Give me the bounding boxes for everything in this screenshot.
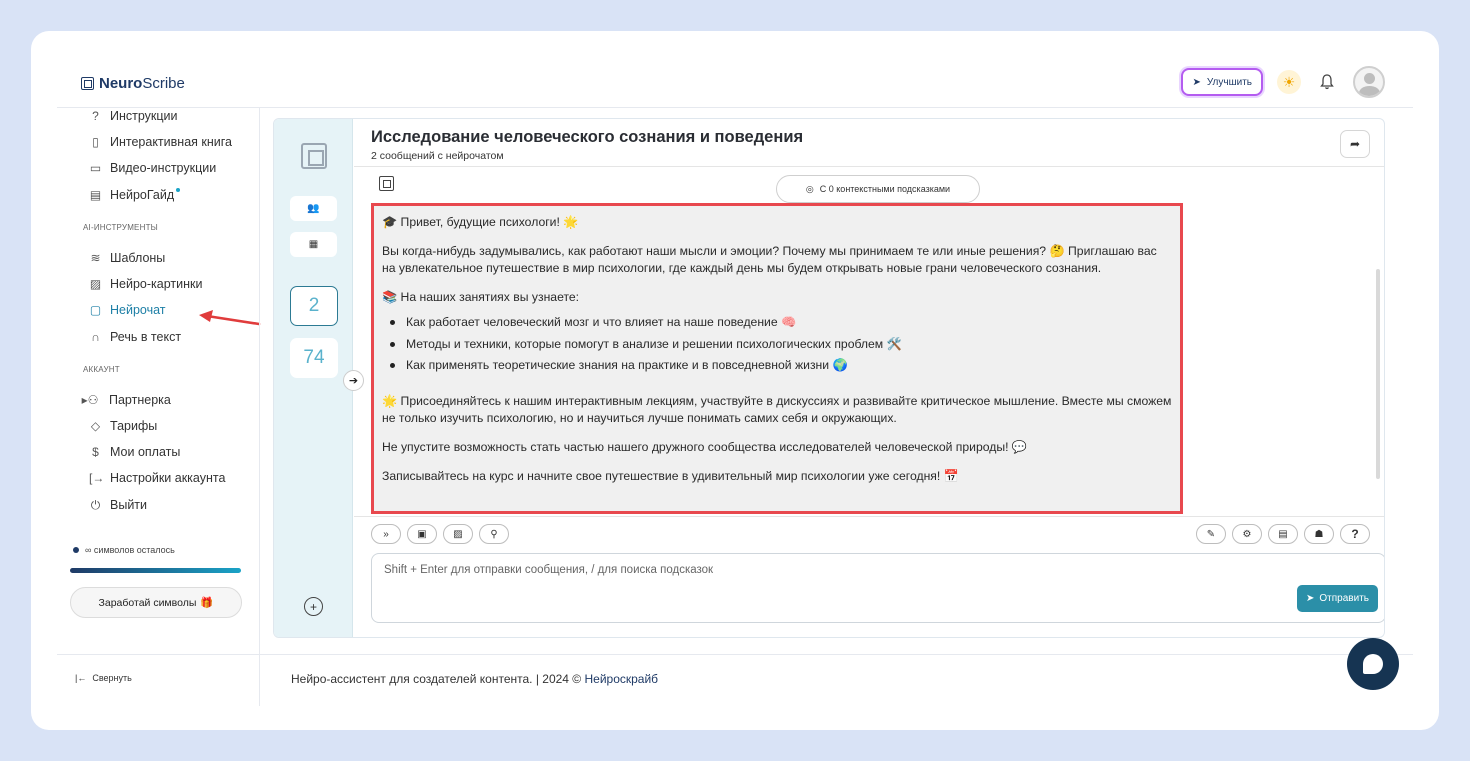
gift-icon: 🎁 xyxy=(200,597,214,609)
topbar-divider xyxy=(57,107,1413,108)
chat-count-selected[interactable]: 2 xyxy=(290,286,338,326)
users-icon: 👥 xyxy=(307,203,320,214)
new-badge-dot xyxy=(176,188,180,192)
chat-title: Исследование человеческого сознания и поведения xyxy=(371,128,804,146)
plugin-icon[interactable]: ✎ xyxy=(1196,524,1226,544)
layout-icon[interactable]: ▤ xyxy=(1268,524,1298,544)
sidebar-item-tariffs[interactable]: ◇ Тарифы xyxy=(90,419,158,433)
add-chat-plus-icon[interactable]: + xyxy=(304,597,323,616)
status-dot xyxy=(73,547,79,553)
annotation-arrow-icon xyxy=(197,308,263,330)
magic-wand-icon[interactable]: ⚲ xyxy=(479,524,509,544)
message-input-box[interactable] xyxy=(371,553,1385,623)
sidebar-item-video-instructions[interactable]: ▭ Видео-инструкции xyxy=(89,161,217,175)
rocket-icon: ➤ xyxy=(1192,76,1201,88)
collapse-left-icon: |← xyxy=(75,673,87,683)
collapse-chevrons-icon[interactable]: » xyxy=(371,524,401,544)
help-circle-icon: ? xyxy=(92,109,99,123)
settings-enter-icon: [→ xyxy=(89,471,105,485)
message-community: Не упустите возможность стать частью нашего дружного сообщества исследователей человеческой природы! 💬 xyxy=(382,439,1028,454)
bell-icon[interactable] xyxy=(1315,70,1339,94)
sidebar-divider xyxy=(259,108,260,706)
composer-tools-right xyxy=(1196,524,1370,544)
sidebar-item-neuro-images[interactable]: ▨ Нейро-картинки xyxy=(89,277,203,291)
chat-rail xyxy=(274,119,353,637)
send-icon: ➤ xyxy=(1306,593,1315,604)
chat-icon: ▢ xyxy=(89,303,102,317)
symbols-remaining: ∞ символов осталось xyxy=(73,545,175,555)
power-icon: ⏻ xyxy=(90,497,101,512)
earn-symbols-button[interactable]: Заработай символы 🎁 xyxy=(70,587,242,618)
sidebar-item-partners[interactable]: ▸⚇ Партнерка xyxy=(79,391,171,409)
topbar-actions xyxy=(1181,66,1385,98)
image-icon: ▨ xyxy=(89,277,102,291)
sidebar-item-templates[interactable]: ≋ Шаблоны xyxy=(90,251,166,265)
message-bullet-list xyxy=(382,314,1172,379)
grid-icon: ▦ xyxy=(308,239,319,250)
section-account: АККАУНТ xyxy=(83,365,120,374)
symbols-progress-bar xyxy=(70,568,241,573)
message-greeting: 🎓 Привет, будущие психологи! 🌟 xyxy=(382,215,579,229)
book-icon: ▯ xyxy=(92,135,99,149)
sidebar-item-speech-to-text[interactable]: ∩ Речь в текст xyxy=(89,328,181,346)
support-chat-button[interactable] xyxy=(1347,638,1399,690)
headphones-icon: ∩ xyxy=(91,330,100,344)
list-item: Как применять теоретические знания на практике и в повседневной жизни 🌍 xyxy=(382,357,1172,379)
grid-view-button[interactable] xyxy=(290,232,337,257)
users-icon: ▸⚇ xyxy=(81,393,99,407)
video-icon: ▭ xyxy=(89,161,102,175)
context-hints-pill[interactable]: ◎ С 0 контекстными подсказками xyxy=(776,175,980,203)
app-window xyxy=(31,31,1439,730)
footer-text: Нейро-ассистент для создателей контента. | 2024 © Нейроскрайб xyxy=(291,672,659,686)
list-item: Как работает человеческий мозг и что влияет на наше поведение 🧠 xyxy=(382,314,1172,336)
save-icon[interactable]: ▣ xyxy=(407,524,437,544)
sidebar xyxy=(57,108,259,654)
sidebar-item-neuroguide[interactable]: ▤ НейроГайд xyxy=(89,186,180,204)
sidebar-item-neurochat[interactable]: ▢ Нейрочат xyxy=(89,303,166,317)
user-avatar[interactable] xyxy=(1353,66,1385,98)
expand-arrow-icon[interactable]: ➔ xyxy=(343,370,364,391)
message-signup: Записывайтесь на курс и начните свое путешествие в удивительный мир психологии уже сегодня! 📅 xyxy=(382,468,959,483)
sidebar-item-logout[interactable]: ⏻ Выйти xyxy=(90,497,148,512)
message-learn-heading: 📚 На наших занятиях вы узнаете: xyxy=(382,290,580,304)
image-upload-icon[interactable]: ▨ xyxy=(443,524,473,544)
brand-logo[interactable]: NeuroScribe xyxy=(81,75,185,92)
help-button[interactable]: ? xyxy=(1340,524,1370,544)
section-ai-tools: AI-ИНСТРУМЕНТЫ xyxy=(83,223,158,232)
theme-toggle-sun-icon[interactable]: ☀ xyxy=(1277,70,1301,94)
composer-divider xyxy=(354,516,1384,517)
sidebar-item-instructions[interactable]: ? Инструкции xyxy=(89,107,178,125)
chat-count-total[interactable]: 74 xyxy=(290,338,338,378)
message-scrollbar[interactable] xyxy=(1376,269,1380,479)
list-item: Методы и техники, которые помогут в анализе и решении психологических проблем 🛠️ xyxy=(382,336,1172,358)
message-join: 🌟 Присоединяйтесь к нашим интерактивным лекциям, участвуйте в дискуссиях и развивайте критическое мышление. Вместе мы сможем не только изучить психологию, но и научиться лучше понимать самих себя и окружающих. xyxy=(382,393,1172,425)
chat-panel xyxy=(273,118,1385,638)
chat-subtitle: 2 сообщений с нейрочатом xyxy=(371,150,504,162)
settings-icon[interactable]: ⚙ xyxy=(1232,524,1262,544)
users-toggle-button[interactable] xyxy=(290,196,337,221)
message-input[interactable] xyxy=(384,564,984,576)
message-intro: Вы когда-нибудь задумывались, как работают наши мысли и эмоции? Почему мы принимаем те или иные решения? 🤔 Приглашаю вас на увлекательное путешествие в мир психологии, где каждый день мы будем открывать новые грани человеческого сознания. xyxy=(382,244,1157,275)
layers-icon: ≋ xyxy=(90,251,101,265)
brain-icon: ◎ xyxy=(805,183,814,194)
tag-icon: ◇ xyxy=(90,419,101,433)
send-button[interactable]: ➤ Отправить xyxy=(1297,585,1378,612)
guide-icon: ▤ xyxy=(89,188,102,202)
sidebar-item-interactive-book[interactable]: ▯ Интерактивная книга xyxy=(89,133,232,151)
logo-icon xyxy=(81,77,94,90)
composer-tools-left xyxy=(371,524,509,544)
collapse-sidebar-button[interactable]: |← Свернуть xyxy=(75,673,132,683)
assistant-avatar-icon xyxy=(379,176,394,191)
sidebar-item-account-settings[interactable]: [→ Настройки аккаунта xyxy=(89,471,226,485)
footer-link[interactable]: Нейроскрайб xyxy=(584,672,659,686)
chat-header-divider xyxy=(354,166,1384,167)
sidebar-item-my-payments[interactable]: $ Мои оплаты xyxy=(89,443,180,461)
footer-divider xyxy=(57,654,1413,655)
app-logo-icon xyxy=(301,143,327,169)
share-icon[interactable]: ➦ xyxy=(1340,130,1370,158)
assistant-message xyxy=(371,203,1183,514)
dollar-icon: $ xyxy=(92,445,99,459)
upgrade-button[interactable]: ➤ Улучшить xyxy=(1181,68,1263,96)
robot-icon[interactable]: ☗ xyxy=(1304,524,1334,544)
